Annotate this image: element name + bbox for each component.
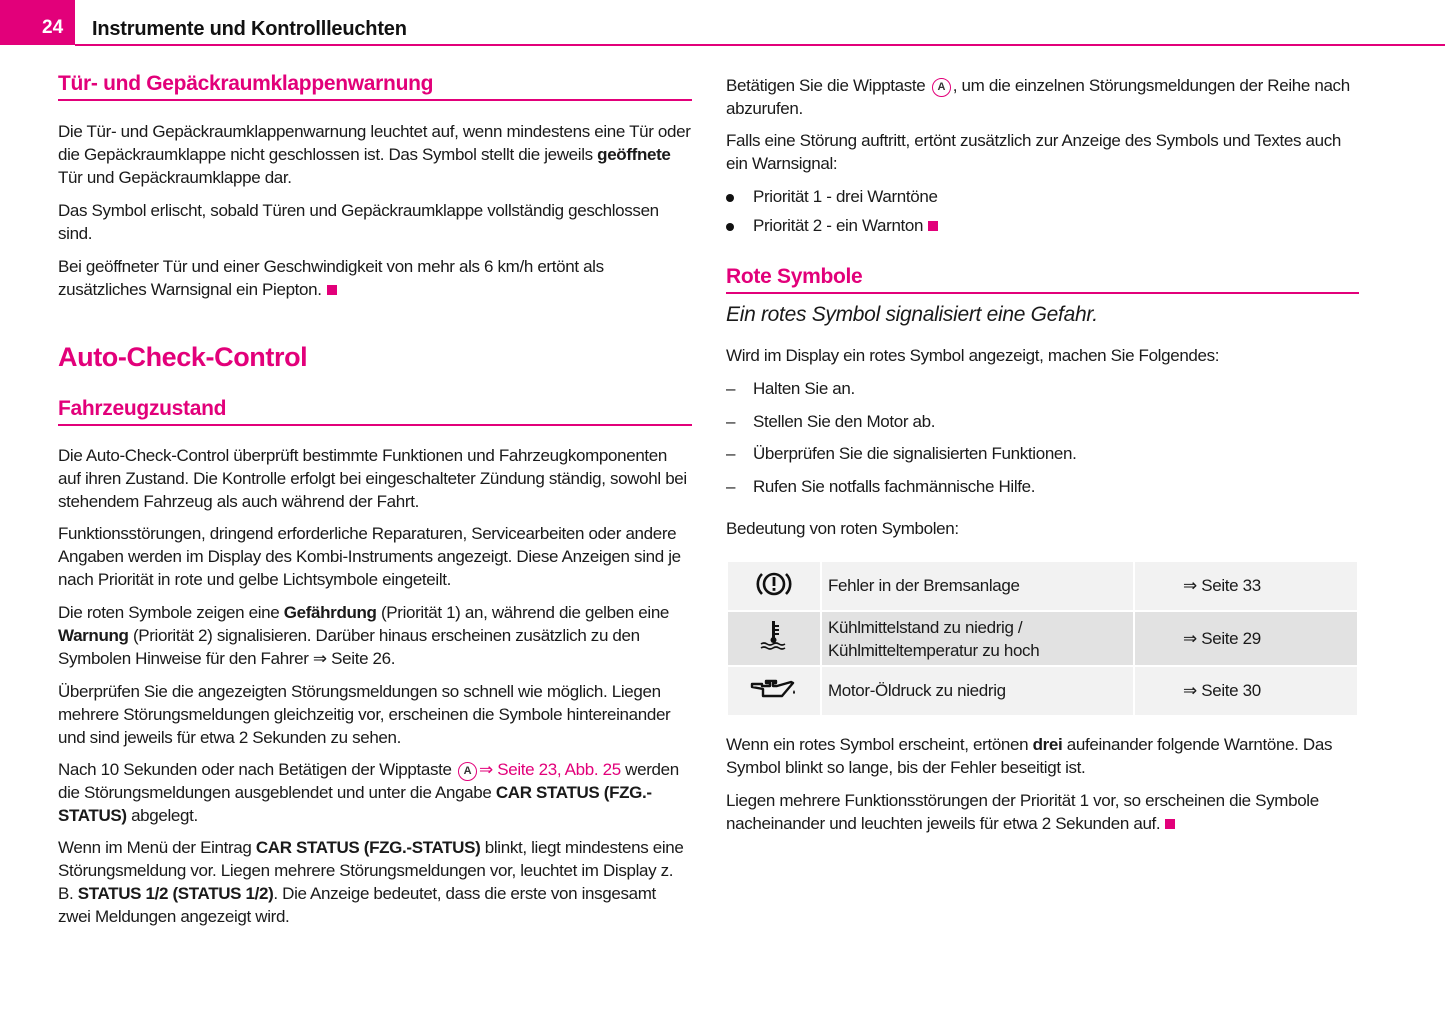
lead-sentence: Ein rotes Symbol signalisiert eine Gefahr. (726, 303, 1098, 326)
table-row (727, 666, 1358, 716)
paragraph: Die Tür- und Gepäckraumklappenwarnung leuchtet auf, wenn mindestens eine Tür oder die Gepäckraumklappe nicht geschlossen ist. Das Symbol stellt die jeweils geöffnete Tür und Gepäckraumklappe dar. (58, 122, 691, 187)
rocker-button-a-icon: A (932, 78, 951, 97)
coolant-temperature-icon (756, 618, 792, 654)
paragraph: Liegen mehrere Funktionsstörungen der Priorität 1 vor, so erscheinen die Symbole nacheinander und leuchten jeweils für etwa 2 Sekunden auf. (726, 791, 1319, 833)
section-end-marker (928, 221, 938, 231)
running-title: Instrumente und Kontrollleuchten (92, 18, 407, 40)
red-symbols-table (726, 560, 1359, 717)
chapter-title: Auto-Check-Control (58, 342, 308, 372)
header-rule (75, 44, 1445, 46)
paragraph: Bedeutung von roten Symbolen: (726, 519, 959, 538)
table-row (727, 611, 1358, 666)
table-cell-icon (727, 611, 821, 666)
paragraph: Falls eine Störung auftritt, ertönt zusätzlich zur Anzeige des Symbols und Textes auch ein Warnsignal: (726, 131, 1341, 173)
paragraph: Bei geöffneter Tür und einer Geschwindigkeit von mehr als 6 km/h ertönt als zusätzliches Warnsignal ein Piepton. (58, 257, 604, 299)
cross-reference-link[interactable]: ⇒ Seite 23, Abb. 25 (478, 760, 621, 779)
section-heading-vehicle-status: Fahrzeugzustand (58, 397, 692, 426)
section-heading-red-symbols: Rote Symbole (726, 265, 1359, 294)
section-heading-door-warning: Tür- und Gepäckraumklappenwarnung (58, 72, 692, 101)
table-cell-description: Fehler in der Bremsanlage (821, 561, 1134, 611)
paragraph: Wird im Display ein rotes Symbol angezeigt, machen Sie Folgendes: (726, 346, 1220, 365)
rocker-button-a-icon: A (458, 762, 477, 781)
brake-warning-icon (755, 569, 793, 599)
paragraph: Die roten Symbole zeigen eine Gefährdung (Priorität 1) an, während die gelben eine Warnung (Priorität 2) signalisieren. Darüber hinaus erscheinen zusätzlich zu den Symbolen Hinweise für den Fahrer ⇒ Seite 26. (58, 603, 670, 668)
paragraph: Wenn im Menü der Eintrag CAR STATUS (FZG.-STATUS) blinkt, liegt mindestens eine Störungsmeldung vor. Liegen mehrere Störungsmeldungen vor, leuchtet im Display z. B. STATUS 1/2 (STATUS 1/2). Die Anzeige bedeutet, dass die erste von insgesamt zwei Meldungen angezeigt wird. (58, 838, 684, 926)
bullet-icon (726, 223, 734, 231)
page-number: 24 (42, 17, 64, 38)
table-cell-icon (727, 561, 821, 611)
paragraph: Das Symbol erlischt, sobald Türen und Gepäckraumklappe vollständig geschlossen sind. (58, 201, 659, 243)
table-cell-description: Motor-Öldruck zu niedrig (821, 666, 1134, 716)
paragraph: Überprüfen Sie die angezeigten Störungsmeldungen so schnell wie möglich. Liegen mehrere Störungsmeldungen gleichzeitig vor, erscheinen die Symbole hintereinander und sind jeweils für etwa 2 Sekunden zu sehen. (58, 682, 671, 747)
bullet-icon (726, 194, 734, 202)
section-end-marker (327, 285, 337, 295)
table-cell-page-ref[interactable]: ⇒ Seite 33 (1134, 561, 1358, 611)
paragraph: Die Auto-Check-Control überprüft bestimmte Funktionen und Fahrzeugkomponenten auf ihren Zustand. Die Kontrolle erfolgt bei eingeschalteter Zündung ständig, sowohl bei stehendem Fahrzeug als auch während der Fahrt. (58, 446, 687, 511)
table-cell-description: Kühlmittelstand zu niedrig / Kühlmitteltemperatur zu hoch (821, 611, 1134, 666)
paragraph: Wenn ein rotes Symbol erscheint, ertönen drei aufeinander folgende Warntöne. Das Symbol blinkt so lange, bis der Fehler beseitigt ist. (726, 735, 1333, 777)
paragraph: Betätigen Sie die Wipptaste A , um die einzelnen Störungsmeldungen der Reihe nach abzurufen. (726, 76, 1350, 118)
paragraph: Nach 10 Sekunden oder nach Betätigen der Wipptaste A ⇒ Seite 23, Abb. 25 werden die Störungsmeldungen ausgeblendet und unter die Angabe CAR STATUS (FZG.-STATUS) abgelegt. (58, 760, 679, 825)
oil-pressure-icon (749, 676, 799, 702)
table-cell-page-ref[interactable]: ⇒ Seite 29 (1134, 611, 1358, 666)
section-end-marker (1165, 819, 1175, 829)
table-row (727, 561, 1358, 611)
paragraph: Funktionsstörungen, dringend erforderliche Reparaturen, Servicearbeiten oder andere Angaben werden im Display des Kombi-Instruments angezeigt. Diese Anzeigen sind je nach Priorität in rote und gelbe Lichtsymbole eingeteilt. (58, 524, 681, 589)
table-cell-icon (727, 666, 821, 716)
table-cell-page-ref[interactable]: ⇒ Seite 30 (1134, 666, 1358, 716)
